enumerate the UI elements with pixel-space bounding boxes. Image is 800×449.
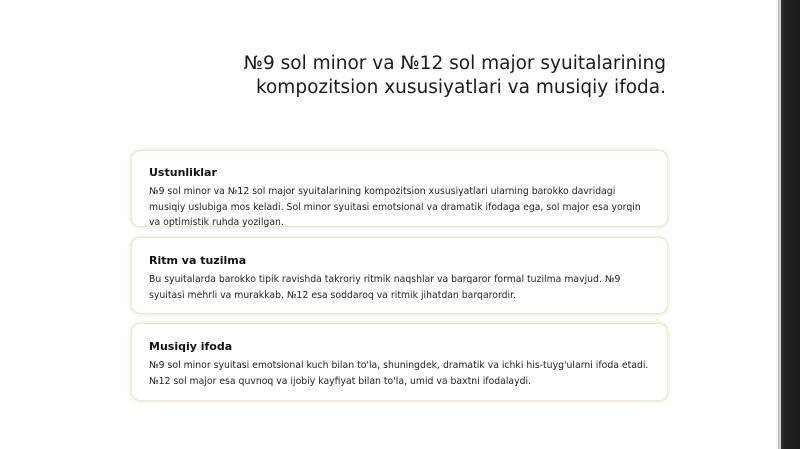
frame-highlight-stripe (779, 0, 781, 449)
window-frame-edge (776, 0, 800, 449)
card-heading: Ritm va tuzilma (149, 254, 247, 267)
card-body: Bu syuitalarda barokko tipik ravishda takroriy ritmik naqshlar va barqaror formal tuzilma mavjud. №9 syuitasi mehrli va murakkab, №12 esa soddaroq va ritmik jihatdan barqarordir. (149, 274, 621, 301)
card-ritm-va-tuzilma (131, 237, 668, 314)
card-heading: Ustunliklar (149, 166, 217, 179)
card-body: №9 sol minor va №12 sol major syuitalarining kompozitsion xususiyatlari ularning barokko davridagi musiqiy uslubiga mos keladi. Sol minor syuitasi emotsional va dramatik ifodaga ega, sol major esa yorqin va optimistik ruhda yozilgan. (149, 186, 641, 228)
card-body: №9 sol minor syuitasi emotsional kuch bilan to'la, shuningdek, dramatik va ichki his-tuyg'ularni ifoda etadi. №12 sol major esa quvnoq va ijobiy kayfiyat bilan to'la, umid va baxtni ifodalaydi. (149, 360, 649, 387)
card-musiqiy-ifoda (131, 323, 668, 401)
card-ustunliklar (131, 150, 668, 227)
slide-title: №9 sol minor va №12 sol major syuitalarining kompozitsion xususiyatlari va musiqiy ifoda. (243, 53, 666, 98)
card-heading: Musiqiy ifoda (149, 340, 233, 353)
